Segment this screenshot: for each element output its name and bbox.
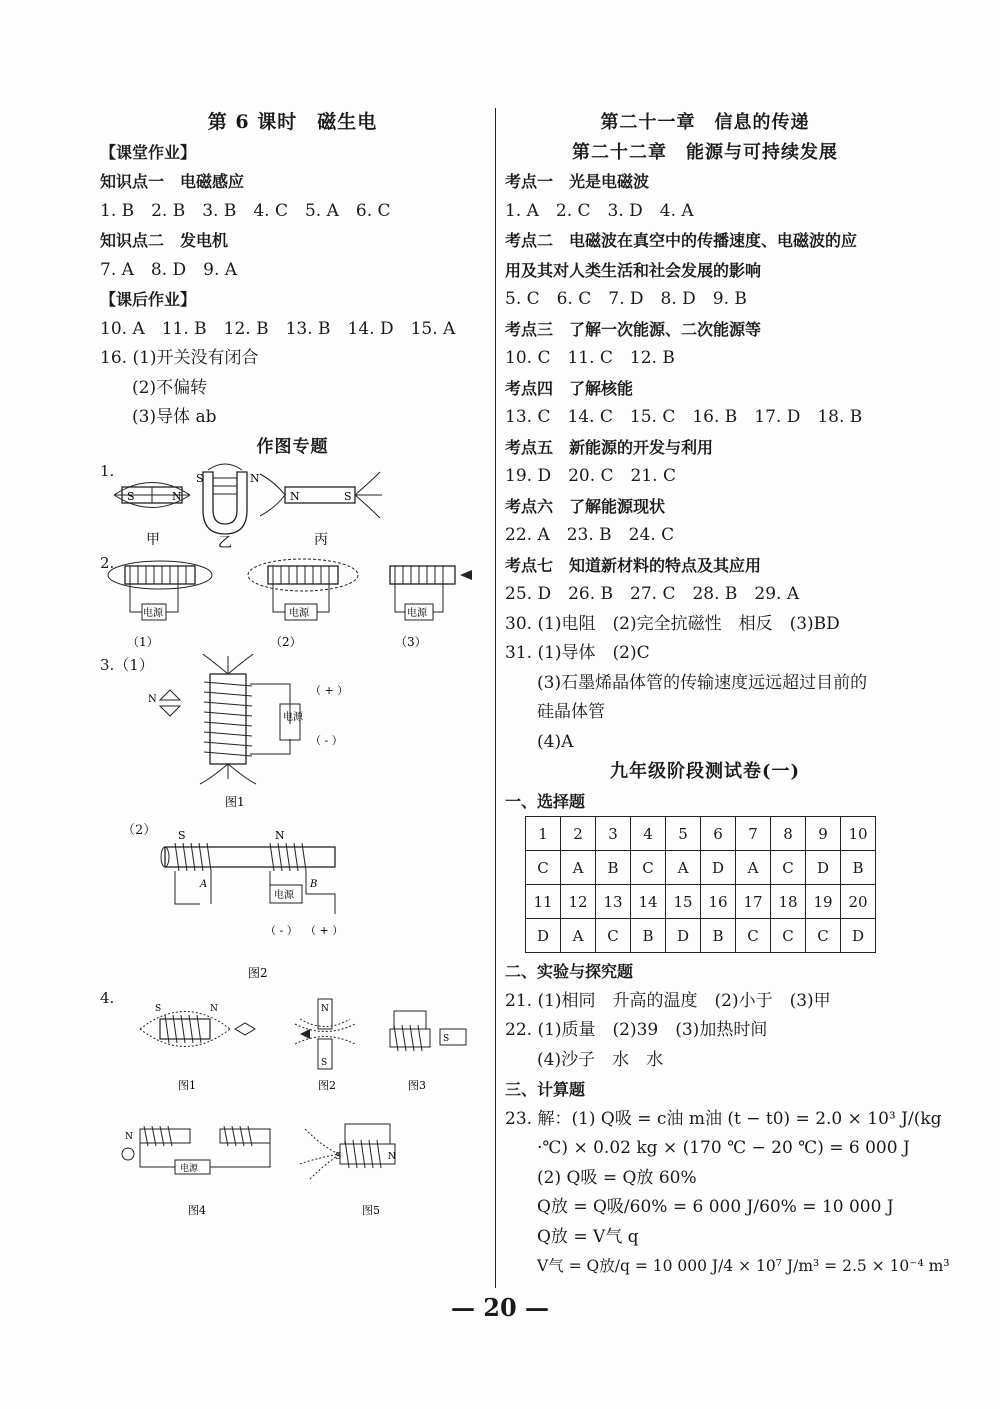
q3-2-power-label: 电源 <box>274 890 294 901</box>
q2-solenoid-diagrams <box>100 554 485 654</box>
q4-label: 4. <box>100 989 115 1007</box>
q4-fig5-caption: 图5 <box>362 1204 380 1217</box>
q4-diagrams <box>100 989 485 1239</box>
q3-2-pole-s: S <box>178 829 186 842</box>
chapter-22-title: 第二十二章 能源与可持续发展 <box>572 141 838 163</box>
after-work-answers: 10. A 11. B 12. B 13. B 14. D 15. A <box>100 318 456 339</box>
kaodian-4: 考点四 了解核能 <box>505 378 634 398</box>
q31-part3-cont: 硅晶体管 <box>537 702 605 722</box>
q3-figure-2 <box>100 819 485 989</box>
q16-part2: (2)不偏转 <box>132 377 208 398</box>
answer-table-cell: C <box>771 851 806 885</box>
kaodian-6-answers: 22. A 23. B 24. C <box>505 525 675 545</box>
answer-table-cell: 1 <box>526 817 561 851</box>
q1-yi-pole-s: S <box>196 472 204 485</box>
svg-text:A: A <box>200 879 208 890</box>
drawing-topic-title: 作图专题 <box>256 436 329 457</box>
q22-part4: (4)沙子 水 水 <box>537 1049 664 1070</box>
answer-table-row <box>526 851 876 885</box>
q3-plus: （ + ） <box>310 684 349 697</box>
q3-part2-label: （2） <box>122 823 157 838</box>
q23-line1: 23. 解：(1) Q吸 = c油 m油 (t − t0) = 2.0 × 10³ J/(kg <box>505 1108 942 1129</box>
answer-table <box>525 816 876 953</box>
answer-table-cell: 4 <box>631 817 666 851</box>
answer-table-cell: 7 <box>736 817 771 851</box>
kaodian-5: 考点五 新能源的开发与利用 <box>505 437 714 457</box>
svg-text:B: B <box>310 879 318 890</box>
q2-3-power-label: 电源 <box>407 608 427 619</box>
answer-table-cell: A <box>666 851 701 885</box>
kaodian-4-answers: 13. C 14. C 15. C 16. B 17. D 18. B <box>505 407 863 427</box>
section-choice: 一、选择题 <box>505 791 586 811</box>
answer-table-cell: 6 <box>701 817 736 851</box>
kaodian-5-answers: 19. D 20. C 21. C <box>505 466 676 486</box>
q1-bing-pole-n: N <box>290 490 300 503</box>
kaodian-2-cont: 用及其对人类生活和社会发展的影响 <box>505 260 762 280</box>
q1-bing-pole-s: S <box>344 490 352 503</box>
answer-table-cell: B <box>596 851 631 885</box>
q23-line6: V气 = Q放/q = 10 000 J/4 × 10⁷ J/m³ = 2.5 × 10⁻⁴ m³ <box>537 1257 950 1275</box>
column-divider <box>495 108 496 1288</box>
kp2-answers: 7. A 8. D 9. A <box>100 259 238 280</box>
kp1-answers: 1. B 2. B 3. B 4. C 5. A 6. C <box>100 200 391 221</box>
q2-caption-2: （2） <box>270 635 302 649</box>
q1-jia-pole-s: S <box>127 490 135 503</box>
answer-table-row <box>526 919 876 953</box>
q1-label-bing: 丙 <box>314 532 328 548</box>
q16-part1: 16. (1)开关没有闭合 <box>100 348 259 368</box>
q2-caption-1: （1） <box>127 635 159 649</box>
answer-table-cell: 11 <box>526 885 561 919</box>
q1-label-yi: 乙 <box>218 535 232 551</box>
q23-line2: ·℃) × 0.02 kg × (170 ℃ − 20 ℃) = 6 000 J <box>537 1138 910 1158</box>
q23-line3: (2) Q吸 = Q放 60% <box>537 1167 697 1188</box>
answer-table-cell: A <box>561 919 596 953</box>
left-column <box>100 108 485 1239</box>
q4-fig3-caption: 图3 <box>408 1079 426 1092</box>
class-work-heading: 【课堂作业】 <box>100 142 197 162</box>
answer-table-cell: D <box>701 851 736 885</box>
answer-table-cell: 15 <box>666 885 701 919</box>
q3-fig2-diagram <box>100 819 485 989</box>
answer-table-row <box>526 885 876 919</box>
q4-fig5-s: S <box>335 1152 342 1162</box>
answer-table-row <box>526 817 876 851</box>
q23-line5: Q放 = V气 q <box>537 1226 639 1247</box>
q3-2-minus: （ - ） <box>265 924 298 937</box>
answer-table-cell: 19 <box>806 885 841 919</box>
q30-answer: 30. (1)电阻 (2)完全抗磁性 相反 (3)BD <box>505 613 840 634</box>
q3-2-plus: （ + ） <box>305 924 344 937</box>
q2-caption-3: （3） <box>395 635 427 649</box>
q3-label: 3.（1） <box>100 656 154 674</box>
kaodian-3-answers: 10. C 11. C 12. B <box>505 348 675 368</box>
answer-table-cell: D <box>526 919 561 953</box>
q4-figures <box>100 989 485 1239</box>
answer-table-cell: 9 <box>806 817 841 851</box>
q4-fig4-power-label: 电源 <box>180 1164 199 1174</box>
answer-table-cell: C <box>631 851 666 885</box>
right-column <box>505 108 950 1282</box>
answer-table-cell: C <box>596 919 631 953</box>
answer-table-cell: 12 <box>561 885 596 919</box>
answer-table-cell: A <box>561 851 596 885</box>
q4-fig3-s: S <box>443 1034 450 1044</box>
q4-fig1-n: N <box>210 1004 218 1014</box>
knowledge-point-2: 知识点二 发电机 <box>100 231 229 250</box>
kaodian-1: 考点一 光是电磁波 <box>505 172 650 191</box>
q3-power-label: 电源 <box>283 712 303 723</box>
q3-2-pole-n: N <box>275 829 285 842</box>
q31-answer: 31. (1)导体 (2)C <box>505 643 650 663</box>
q3-figure-1 <box>100 654 485 819</box>
after-work-heading: 【课后作业】 <box>100 290 197 309</box>
answer-table-cell: 8 <box>771 817 806 851</box>
q3-fig1-diagram <box>100 654 485 819</box>
q4-fig4-n: N <box>125 1132 133 1142</box>
q3-needle-n: N <box>148 694 157 705</box>
kaodian-7: 考点七 知道新材料的特点及其应用 <box>505 555 762 575</box>
q22-answer: 22. (1)质量 (2)39 (3)加热时间 <box>505 1020 768 1040</box>
page-number: — 20 — <box>450 1293 550 1322</box>
answer-table-cell: 16 <box>701 885 736 919</box>
answer-table-cell: B <box>701 919 736 953</box>
answer-table-cell: 13 <box>596 885 631 919</box>
answer-table-cell: D <box>806 851 841 885</box>
chapter-21-title: 第二十一章 信息的传递 <box>600 112 810 133</box>
kaodian-2: 考点二 电磁波在真空中的传播速度、电磁波的应 <box>505 231 858 250</box>
kaodian-2-answers: 5. C 6. C 7. D 8. D 9. B <box>505 289 747 309</box>
q1-figure <box>100 462 485 554</box>
q4-fig5-n: N <box>388 1152 396 1162</box>
answer-table-cell: 14 <box>631 885 666 919</box>
q1-label: 1. <box>100 462 115 480</box>
q16-part3: (3)导体 ab <box>132 407 217 427</box>
q23-line4: Q放 = Q吸/60% = 6 000 J/60% = 10 000 J <box>537 1197 894 1217</box>
answer-table-cell: C <box>806 919 841 953</box>
q2-figure <box>100 554 485 654</box>
q4-fig1-caption: 图1 <box>178 1079 196 1092</box>
kaodian-3: 考点三 了解一次能源、二次能源等 <box>505 319 762 339</box>
kaodian-7-answers: 25. D 26. B 27. C 28. B 29. A <box>505 584 800 604</box>
q1-magnet-diagrams <box>100 462 485 554</box>
q21-answer: 21. (1)相同 升高的温度 (2)小于 (3)甲 <box>505 990 831 1011</box>
section-experiment: 二、实验与探究题 <box>505 962 634 981</box>
answer-table-cell: D <box>841 919 876 953</box>
kaodian-1-answers: 1. A 2. C 3. D 4. A <box>505 200 694 221</box>
knowledge-point-1: 知识点一 电磁感应 <box>100 172 245 191</box>
lesson-title: 第 6 课时 磁生电 <box>207 111 378 133</box>
q4-fig2-s: S <box>321 1058 328 1068</box>
answer-table-cell: C <box>771 919 806 953</box>
answer-table-cell: A <box>736 851 771 885</box>
answer-table-cell: 2 <box>561 817 596 851</box>
q2-2-power-label: 电源 <box>289 608 309 619</box>
answer-table-cell: 5 <box>666 817 701 851</box>
q31-part3: (3)石墨烯晶体管的传输速度远远超过目前的 <box>537 672 868 693</box>
answer-table-cell: D <box>666 919 701 953</box>
answer-table-cell: C <box>736 919 771 953</box>
q1-yi-pole-n: N <box>250 472 260 485</box>
q3-fig2-caption: 图2 <box>248 966 268 980</box>
q1-jia-pole-n: N <box>172 490 182 503</box>
q4-fig2-caption: 图2 <box>318 1079 336 1092</box>
answer-table-cell: B <box>631 919 666 953</box>
q31-part4: (4)A <box>537 731 574 752</box>
kaodian-6: 考点六 了解能源现状 <box>505 496 666 516</box>
answer-table-cell: 18 <box>771 885 806 919</box>
answer-table-cell: 17 <box>736 885 771 919</box>
answer-table-cell: C <box>526 851 561 885</box>
q1-label-jia: 甲 <box>146 532 160 548</box>
q4-fig4-caption: 图4 <box>188 1204 206 1217</box>
q2-label: 2. <box>100 554 115 572</box>
q3-fig1-caption: 图1 <box>225 795 245 809</box>
answer-table-cell: 10 <box>841 817 876 851</box>
section-calculation: 三、计算题 <box>505 1080 586 1099</box>
q2-1-power-label: 电源 <box>143 608 163 619</box>
answer-table-cell: 20 <box>841 885 876 919</box>
answer-table-cell: 3 <box>596 817 631 851</box>
q4-fig2-n: N <box>321 1004 329 1014</box>
test-title: 九年级阶段测试卷(一) <box>609 761 801 782</box>
q3-minus: （ - ） <box>310 734 343 747</box>
answer-table-cell: B <box>841 851 876 885</box>
q4-fig1-s: S <box>155 1004 162 1014</box>
